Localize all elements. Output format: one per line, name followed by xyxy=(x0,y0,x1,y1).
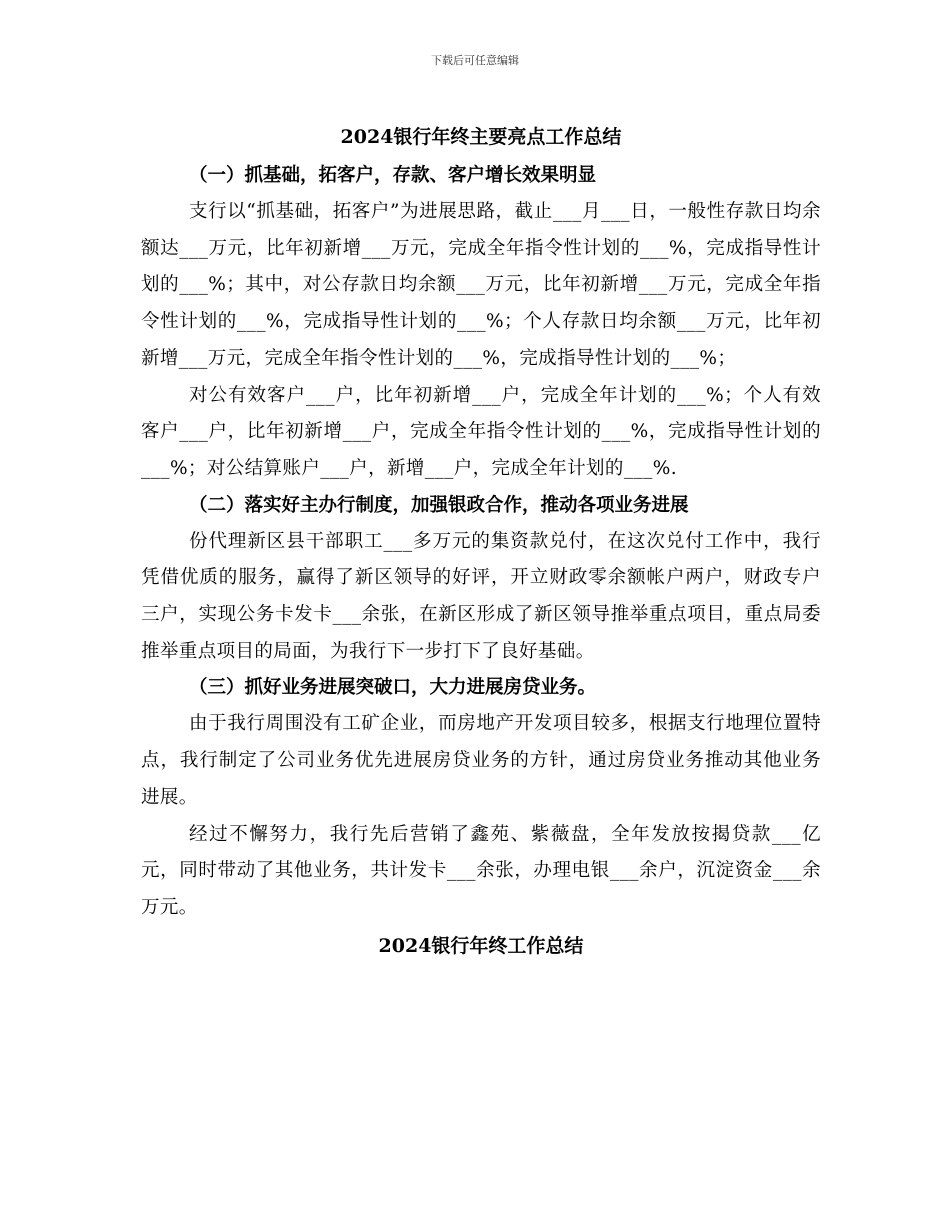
header-note: 下载后可任意编辑 xyxy=(431,54,519,67)
document-title: 2024银行年终主要亮点工作总结 xyxy=(340,126,622,148)
paragraph: 对公有效客户___户，比年初新增___户，完成全年计划的___%；个人有效客户___户，比年初新增___户，完成全年指令性计划的___%，完成指导性计划的___%；对公结算账户___户，新增___户，完成全年计划的___%. xyxy=(141,384,821,479)
paragraph: 支行以“抓基础，拓客户”为进展思路，截止___月___日，一般性存款日均余额达___万元，比年初新增___万元，完成全年指令性计划的___%，完成指导性计划的___%；其中，对公存款日均余额___万元，比年初新增___万元，完成全年指令性计划的___%，完成指导性计划的___%；个人存款日均余额___万元，比年初新增___万元，完成全年指令性计划的___%，完成指导性计划的___%； xyxy=(141,201,821,369)
section-heading: （三）抓好业务进展突破口，大力进展房贷业务。 xyxy=(189,677,597,699)
document-body xyxy=(141,118,821,965)
paragraph: 份代理新区县干部职工___多万元的集资款兑付，在这次兑付工作中，我行凭借优质的服务，赢得了新区领导的好评，开立财政零余额帐户两户，财政专户三户，实现公务卡发卡___余张，在新区形成了新区领导推举重点项目，重点局委推举重点项目的局面，为我行下一步打下了良好基础。 xyxy=(141,530,821,662)
section-heading: （一）抓基础，拓客户，存款、客户增长效果明显 xyxy=(189,165,597,186)
section-1 xyxy=(141,158,821,488)
section-heading: （二）落实好主办行制度，加强银政合作，推动各项业务进展 xyxy=(189,494,689,516)
next-document-title: 2024银行年终工作总结 xyxy=(378,934,584,957)
paragraph: 经过不懈努力，我行先后营销了鑫苑、紫薇盘，全年发放按揭贷款___亿元，同时带动了其他业务，共计发卡___余张，办理电银___余户，沉淀资金___余万元。 xyxy=(141,823,821,918)
section-2 xyxy=(141,488,821,671)
paragraph: 由于我行周围没有工矿企业，而房地产开发项目较多，根据支行地理位置特点，我行制定了公司业务优先进展房贷业务的方针，通过房贷业务推动其他业务进展。 xyxy=(141,713,821,808)
section-3 xyxy=(141,670,821,926)
